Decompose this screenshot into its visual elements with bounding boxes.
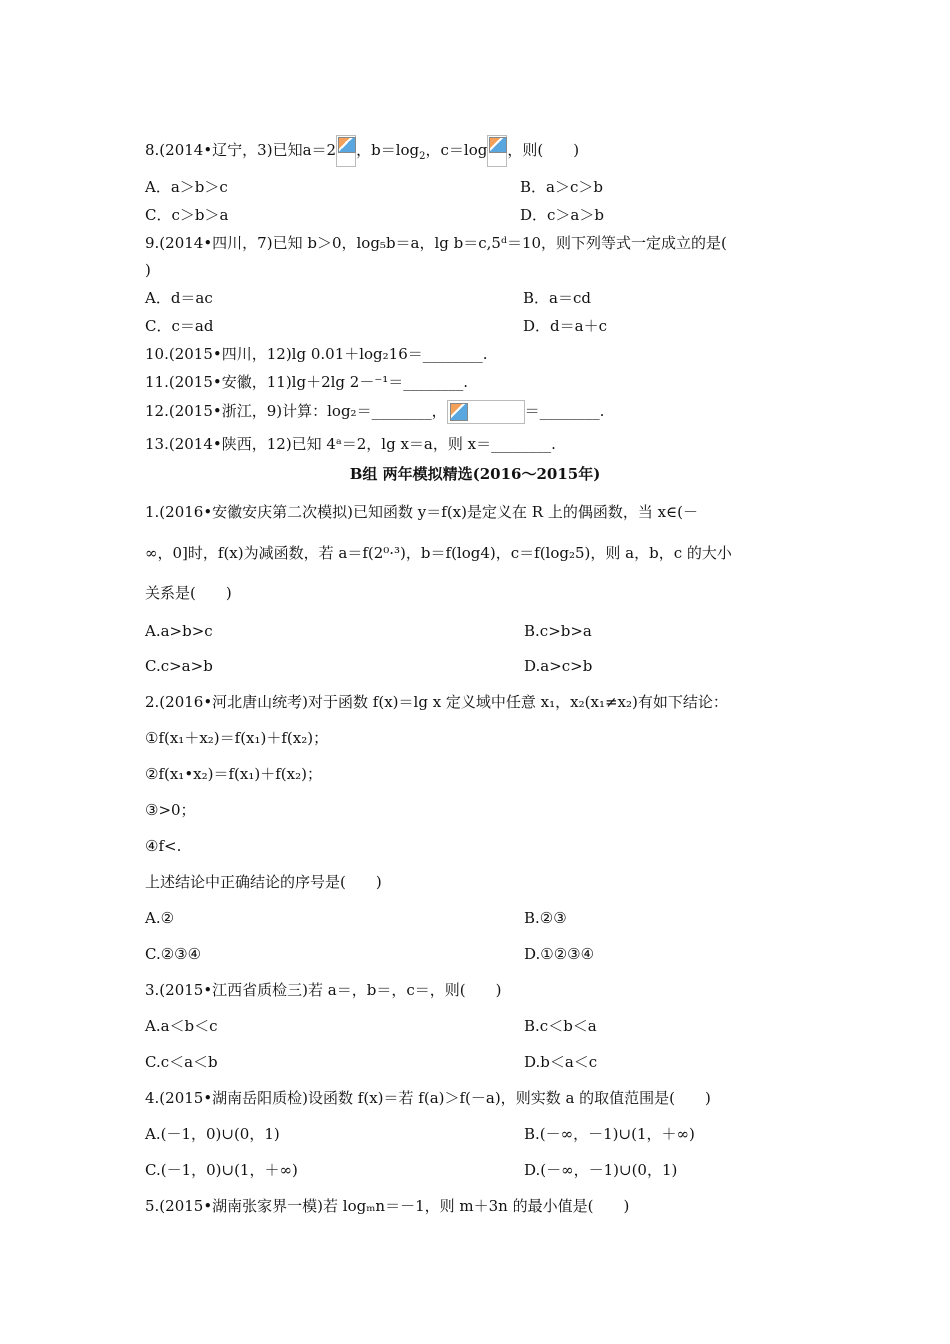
question-13: 13.(2014•陕西，12)已知 4ᵃ＝2，lg x＝a，则 x＝________. [145,435,556,453]
option: D.b＜a＜c [524,1053,598,1071]
statement: ②f(x₁•x₂)＝f(x₁)＋f(x₂)； [145,765,322,783]
option: B.c>b>a [524,622,592,640]
option: B．a＝cd [523,289,591,307]
b-question-1: 1.(2016•安徽安庆第二次模拟)已知函数 y＝f(x)是定义在 R 上的偶函数，当 x∈(－ [145,503,699,521]
q8-a: a＝2 [302,141,337,159]
b-question-1-cont: 关系是( ) [145,584,232,602]
option: C.②③④ [145,945,202,963]
question-8 [145,135,579,167]
q8-suffix: ，则( ) [507,141,580,159]
question-9: 9.(2014•四川，7)已知 b＞0，log₅b＝a，lg b＝c,5ᵈ＝10，则下列等式一定成立的是( [145,234,727,252]
option: A.a＜b＜c [145,1017,218,1035]
b-question-3: 3.(2015•江西省质检三)若 a＝，b＝，c＝，则( ) [145,981,502,999]
option: D．c＞a＞b [520,206,604,224]
b-question-2: 2.(2016•河北唐山统考)对于函数 f(x)＝lg x 定义域中任意 x₁，x₂(x₁≠x₂)有如下结论： [145,693,728,711]
b-question-2-ask: 上述结论中正确结论的序号是( ) [145,873,382,891]
option: A.② [145,909,175,927]
question-12 [145,400,604,424]
q8-b: ，b＝log [356,141,420,159]
question-9-cont: ) [145,261,151,279]
statement: ④f<. [145,837,182,855]
option: D.(－∞，－1)∪(0，1) [524,1161,678,1179]
b-question-5: 5.(2015•湖南张家界一模)若 logₘn＝－1，则 m＋3n 的最小值是( ) [145,1197,630,1215]
option: D.①②③④ [524,945,595,963]
option: C．c＝ad [145,317,214,335]
option: A．a＞b＞c [145,178,228,196]
option: C．c＞b＞a [145,206,229,224]
option: A.a>b>c [145,622,213,640]
broken-image-icon [447,400,525,424]
b-question-1-cont: ∞，0]时，f(x)为减函数，若 a＝f(2⁰·³)，b＝f(log4)，c＝f(log₂5)，则 a，b，c 的大小 [145,544,732,562]
statement: ①f(x₁＋x₂)＝f(x₁)＋f(x₂)； [145,729,329,747]
broken-image-icon [336,135,356,167]
q8-c: ，c＝log [425,141,488,159]
option: B.c＜b＜a [524,1017,597,1035]
section-b-title: B组 两年模拟精选(2016～2015年) [349,465,601,483]
option: D.a>c>b [524,657,593,675]
option: C.(－1，0)∪(1，＋∞) [145,1161,298,1179]
option: A．d＝ac [145,289,213,307]
option: B.(－∞，－1)∪(1，＋∞) [524,1125,695,1143]
question-11: 11.(2015•安徽，11)lg＋2lg 2－⁻¹＝________. [145,373,469,391]
option: B.②③ [524,909,567,927]
q12-part-b: ＝________. [524,402,605,420]
b-question-4: 4.(2015•湖南岳阳质检)设函数 f(x)＝若 f(a)＞f(－a)，则实数 a 的取值范围是( ) [145,1089,711,1107]
option: C.c＜a＜b [145,1053,218,1071]
option: A.(－1，0)∪(0，1) [145,1125,280,1143]
option: B．a＞c＞b [520,178,603,196]
option: C.c>a>b [145,657,213,675]
broken-image-icon [487,135,507,167]
q8-b-sub: 2 [419,151,426,162]
q8-prefix: 8.(2014•辽宁，3)已知 [145,141,303,159]
statement: ③>0； [145,801,196,819]
option: D．d＝a＋c [523,317,607,335]
question-10: 10.(2015•四川，12)lg 0.01＋log₂16＝________. [145,345,488,363]
q12-part-a: 12.(2015•浙江，9)计算：log₂＝________， [145,402,447,420]
